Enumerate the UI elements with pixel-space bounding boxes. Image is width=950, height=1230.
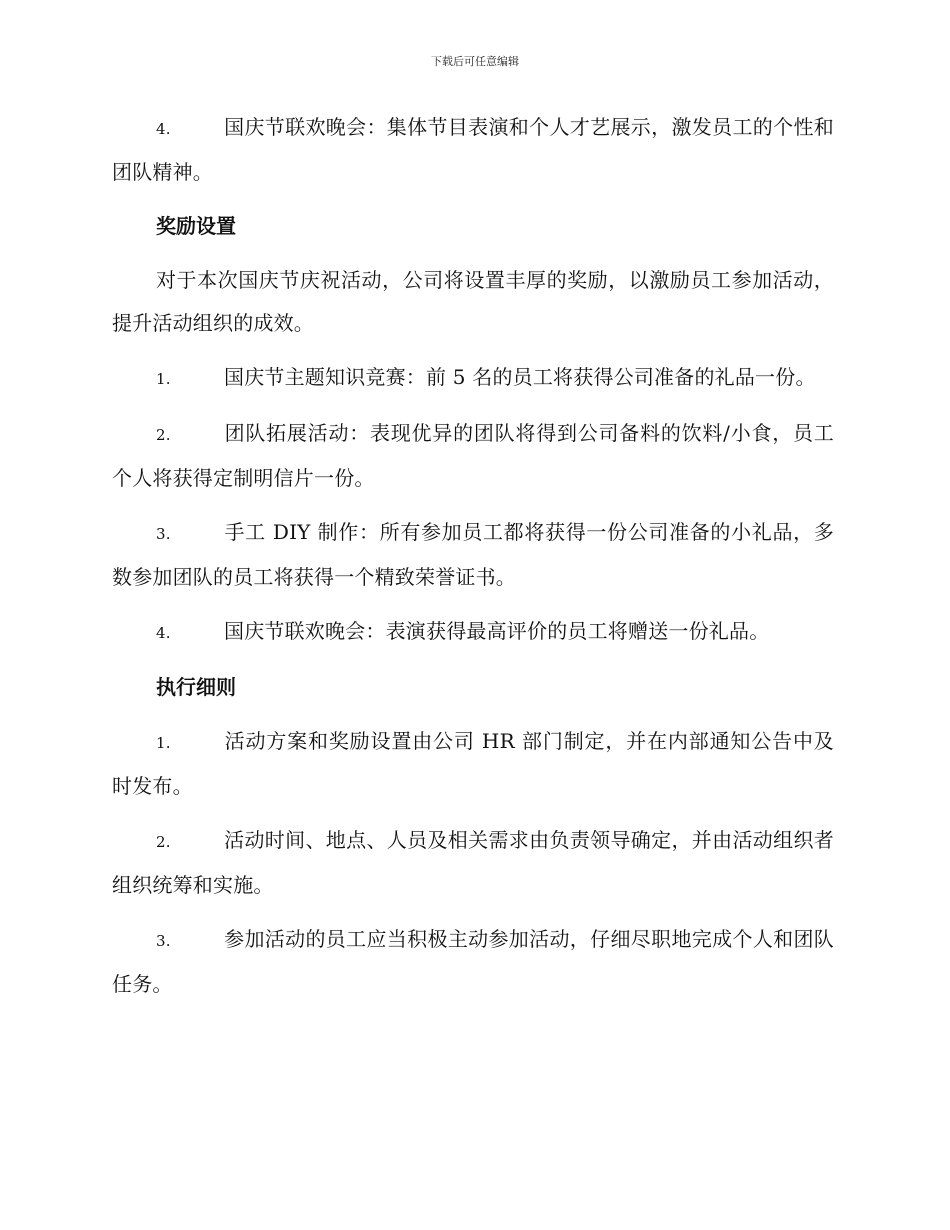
list-number: 3.	[156, 932, 171, 950]
list-number: 1.	[156, 734, 171, 752]
list-text: 国庆节主题知识竞赛：前 5 名的员工将获得公司准备的礼品一份。	[224, 365, 816, 389]
list-text: 团队拓展活动：表现优异的团队将得到公司备料的饮料/小食，员工个人将获得定制明信片一份。	[112, 421, 834, 490]
list-number: 2.	[156, 426, 171, 444]
document-body	[112, 106, 834, 1017]
list-text: 手工 DIY 制作：所有参加员工都将获得一份公司准备的小礼品，多数参加团队的员工将获得一个精致荣誉证书。	[112, 520, 834, 589]
list-text: 国庆节联欢晚会：表演获得最高评价的员工将赠送一份礼品。	[224, 619, 770, 643]
list-text: 参加活动的员工应当积极主动参加活动，仔细尽职地完成个人和团队任务。	[112, 927, 834, 996]
list-item	[112, 610, 834, 655]
list-text: 国庆节联欢晚会：集体节目表演和个人才艺展示，激发员工的个性和团队精神。	[112, 115, 834, 184]
list-item	[112, 819, 834, 907]
list-item	[112, 720, 834, 808]
list-text: 活动方案和奖励设置由公司 HR 部门制定，并在内部通知公告中及时发布。	[112, 729, 834, 798]
list-text: 活动时间、地点、人员及相关需求由负责领导确定，并由活动组织者组织统筹和实施。	[112, 828, 834, 897]
list-number: 4.	[156, 120, 171, 138]
list-number: 4.	[156, 624, 171, 642]
list-number: 1.	[156, 370, 171, 388]
list-item	[112, 511, 834, 599]
list-number: 3.	[156, 525, 171, 543]
section-heading-rewards: 奖励设置	[156, 214, 236, 238]
list-number: 2.	[156, 833, 171, 851]
list-item	[112, 106, 834, 194]
section-heading-rules: 执行细则	[156, 675, 236, 699]
list-item	[112, 918, 834, 1006]
page-header: 下载后可任意编辑	[431, 55, 519, 68]
list-item	[112, 412, 834, 500]
list-item	[112, 356, 834, 401]
rewards-intro-paragraph: 对于本次国庆节庆祝活动，公司将设置丰厚的奖励，以激励员工参加活动，提升活动组织的成效。	[112, 268, 834, 335]
